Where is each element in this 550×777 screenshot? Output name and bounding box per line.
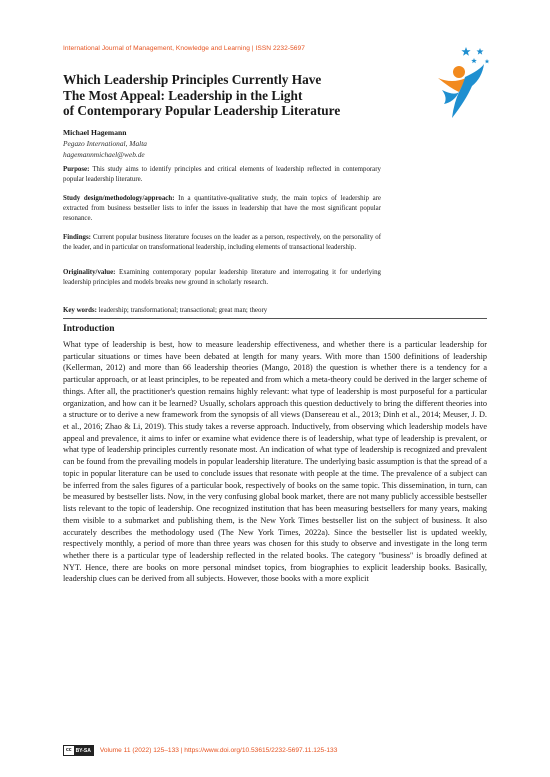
title-line: of Contemporary Popular Leadership Literature <box>63 103 341 119</box>
journal-header: International Journal of Management, Knowledge and Learning | ISSN 2232-5697 <box>63 45 305 52</box>
star-icon <box>461 47 489 63</box>
title-line: Which Leadership Principles Currently Have <box>63 72 322 87</box>
abstract-originality-label: Originality/value: <box>63 269 116 276</box>
keywords-text: leadership; transformational; transactional; great man; theory <box>98 307 268 314</box>
abstract-purpose <box>63 165 381 185</box>
section-divider <box>63 318 487 319</box>
abstract-purpose-label: Purpose: <box>63 166 90 173</box>
author-affiliation: Pegazo International, Malta <box>63 139 147 148</box>
license-type: BY-SA <box>75 747 91 754</box>
author-email: hagemannmichael@web.de <box>63 150 145 159</box>
license-badge[interactable] <box>63 745 94 756</box>
abstract-design-text: In a quantitative-qualitative study, the main topics of leadership are extracted from business bestseller lists to infer the issues in leadership that have the most significant popular resonance. <box>63 195 381 223</box>
abstract-findings-label: Findings: <box>63 234 91 241</box>
abstract-findings <box>63 233 381 253</box>
title-line: The Most Appeal: Leadership in the Light <box>63 87 303 103</box>
author-name: Michael Hagemann <box>63 128 127 137</box>
abstract-design-label: Study design/methodology/approach: <box>63 195 175 202</box>
introduction-body: What type of leadership is best, how to measure leadership effectiveness, and whether there is a particular leadership for particular situations or times have been debated at length for many years. With more than 1500 definitions of leadership (Kellerman, 2012) and more than 66 leadership theories (Mango, 2018) the question is whether there is a tendency for a particular approach, or at least principles, to be repeated and from which a meta-theory could be derived in the larger scheme of things. After all, the practitioner's question remains highly relevant: what type of leadership is most purposeful for a particular organization, and how can it be learned? Usually, scholars approach this question deductively to bring the different theories into a structure or to derive a new framework from the synopsis of all views (Dansereau et al., 2013; Dinh et al., 2014; Meuser, J. D. et al., 2016; Zhao & Li, 2019). This study takes a reverse approach. Inductively, from observing which leadership models have appeal and prevalence, it aims to infer or examine what evidence there is of leadership, what type of leadership is prevalent, or what type of leadership principles currently resonate most. An indication of what type of leadership is recognized and prevalent can be found from the prevailing models in popular leadership literature. The underlying basic assumption is that the spread of a topic in popular literature can be used to conclude issues that resonate with people at the time. The prevalence of a subject can be inferred from the sales figures of a particular book, respectively of books on the same topic. This dissemination, in turn, can be measured by bestseller lists. Now, in the very confusing global book market, there are not many publicly accessible bestseller lists relevant to the topic of leadership. One recognized institution that has been measuring bestsellers for many years, making them visible to a submarket and publishing them, is the New York Times bestseller list on the subject of business. It also accurately describes the methodology used (The New York Times, 2022a). Since the bestseller list is updated weekly, respectively monthly, a period of more than three years was chosen for this study to observe and investigate in the long term whether there is a particular type of leadership reflected in the related books. The category "business" is broadly defined at NYT. Hence, there are books on more personal mindset topics, from biographies to explicit leadership books. Basically, leadership clues can be derived from all subjects. However, those books with a more explicit <box>63 340 487 584</box>
figure-head-icon <box>453 66 465 78</box>
abstract-findings-text: Current popular business literature focuses on the leader as a person, respectively, on the personality of the leader, and in particular on transformational leadership, including elements of transactional leadership. <box>63 234 381 252</box>
keywords <box>63 307 267 314</box>
abstract-purpose-text: This study aims to identify principles and critical elements of leadership reflected in contemporary popular leadership literature. <box>63 166 381 184</box>
footer-citation[interactable]: Volume 11 (2022) 125–133 | https://www.doi.org/10.53615/2232-5697.11.125-133 <box>99 747 338 754</box>
paper-title <box>63 72 393 119</box>
abstract-design <box>63 194 381 224</box>
journal-logo <box>432 44 494 122</box>
abstract-originality-text: Examining contemporary popular leadership literature and interrogating it for underlying leadership principles and models breaks new ground in scholarly research. <box>63 269 381 287</box>
abstract-originality <box>63 268 381 288</box>
keywords-label: Key words: <box>63 307 97 314</box>
page-footer <box>63 745 337 756</box>
cc-icon: cc <box>66 747 72 753</box>
section-heading-introduction: Introduction <box>63 324 115 334</box>
